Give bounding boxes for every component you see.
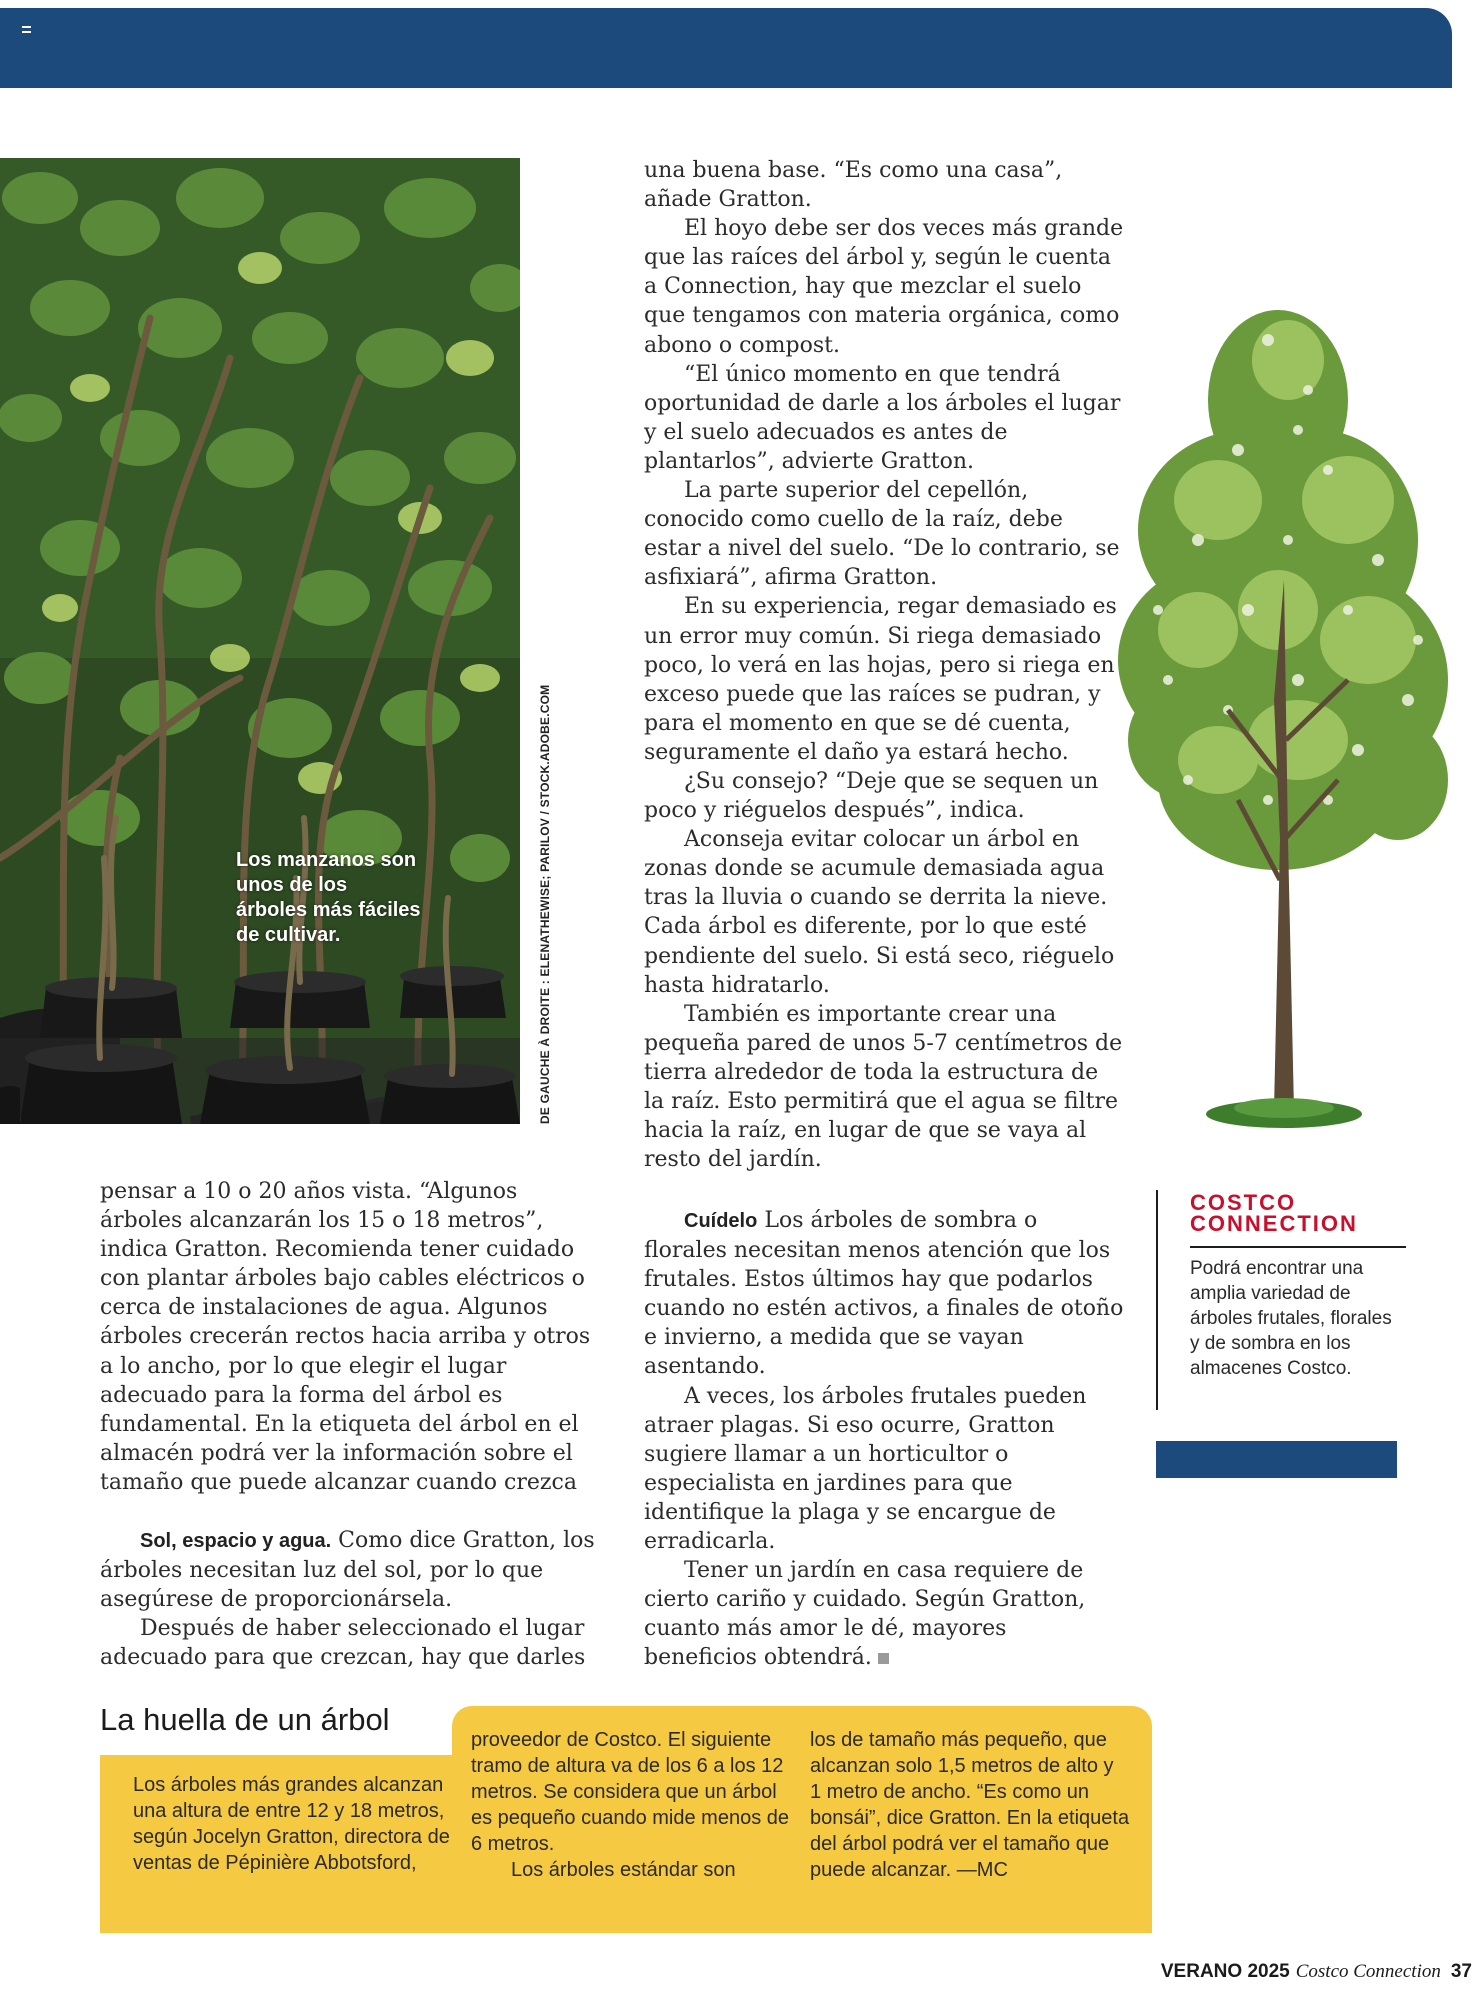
- page-number: 37: [1450, 1961, 1472, 1982]
- article-text: Como dice Gratton, los árboles necesitan luz del sol, por lo que asegúrese de proporcionársela.: [100, 1528, 595, 1613]
- header-banner: [0, 8, 1452, 88]
- article-right-column: [644, 1206, 1124, 1673]
- article-paragraph: A veces, los árboles frutales pueden atraer plagas. Si eso ocurre, Gratton sugiere llamar a un horticultor o especialista en jardines para que identifique la plaga y se encargue de erradicarla.: [644, 1383, 1087, 1555]
- costco-connection-sidebar: [1156, 1190, 1406, 1410]
- photo-caption: Los manzanos son unos de los árboles más fáciles de cultivar.: [236, 849, 421, 946]
- footer-magazine: Costco Connection: [1295, 1961, 1441, 1982]
- article-paragraph: “El único momento en que tendrá oportunidad de darle a los árboles el lugar y el suelo adecuados es antes de plantarlos”, advierte Gratton.: [644, 361, 1121, 474]
- footer-issue: VERANO 2025: [1160, 1961, 1290, 1982]
- tree-image: [1098, 280, 1468, 1140]
- apple-trees-illustration: [0, 158, 520, 1124]
- article-middle-column: [644, 156, 1124, 1174]
- article-paragraph: pensar a 10 o 20 años vista. “Algunos árboles alcanzarán los 15 o 18 metros”, indica Gratton. Recomienda tener cuidado con plantar árboles bajo cables eléctricos o cerca de instalaciones de agua. Algunos árboles crecerán rectos hacia arriba y otros a lo ancho, por lo que elegir el lugar adecuado para la forma del árbol es fundamental. En la etiqueta del árbol en el almacén podrá ver la información sobre el tamaño que puede alcanzar cuando crezca: [100, 1179, 591, 1495]
- page-footer: [1161, 1960, 1472, 1983]
- article-paragraph: ¿Su consejo? “Deje que se sequen un poco y riéguelos después”, indica.: [644, 768, 1099, 824]
- article-paragraph: La parte superior del cepellón, conocido como cuello de la raíz, debe estar a nivel del suelo. “De lo contrario, se asfixiará”, afirma Gratton.: [644, 478, 1120, 591]
- article-left-column: [100, 1177, 600, 1673]
- section-subhead: Cuídelo: [684, 1210, 758, 1232]
- photo-credit: DE GAUCHE À DROITE : ELENATHEWISE; PARILOV / STOCK.ADOBE.COM: [538, 684, 552, 1124]
- article-paragraph: Después de haber seleccionado el lugar adecuado para que crezcan, hay que darles: [100, 1616, 586, 1671]
- section-subhead: Sol, espacio y agua.: [140, 1530, 332, 1553]
- apple-trees-photo: [0, 158, 520, 1124]
- article-text: Los árboles de sombra o florales necesitan menos atención que los frutales. Estos últimos hay que podarlos cuando no estén activos, a finales de otoño e invierno, a medida que se vayan asentando.: [644, 1208, 1124, 1380]
- callout-paragraph: proveedor de Costco. El siguiente tramo de altura va de los 6 a los 12 metros. Se considera que un árbol es pequeño cuando mide menos de 6 metros.: [471, 1729, 790, 1855]
- tree-illustration: [1098, 280, 1468, 1140]
- callout-column-3: los de tamaño más pequeño, que alcanzan solo 1,5 metros de alto y 1 metro de ancho. “Es como un bonsái”, dice Gratton. En la etiqueta del árbol podrá ver el tamaño que puede alcanzar. —MC: [810, 1729, 1130, 1881]
- sidebar-title: COSTCO CONNECTION: [1190, 1190, 1358, 1236]
- callout-column-2: [471, 1727, 789, 1883]
- article-paragraph: El hoyo debe ser dos veces más grande que las raíces del árbol y, según le cuenta a Connection, hay que mezclar el suelo que tengamos con materia orgánica, como abono o compost.: [644, 216, 1124, 358]
- callout-paragraph: Los árboles estándar son: [511, 1859, 736, 1881]
- sidebar-divider: [1190, 1246, 1406, 1248]
- end-mark-icon: [878, 1653, 889, 1664]
- article-text: Tener un jardín en casa requiere de cierto cariño y cuidado. Según Gratton, cuanto más amor le dé, mayores beneficios obtendrá.: [644, 1558, 1086, 1671]
- sidebar-body: Podrá encontrar una amplia variedad de árboles frutales, florales y de sombra en los almacenes Costco.: [1190, 1258, 1392, 1379]
- article-paragraph: En su experiencia, regar demasiado es un error muy común. Si riega demasiado poco, lo verá en las hojas, pero si riega en exceso puede que las raíces se pudran, y para el momento en que se dé cuenta, seguramente el daño ya estará hecho.: [644, 594, 1117, 765]
- callout-title: La huella de un árbol: [100, 1702, 390, 1737]
- menu-icon[interactable]: [22, 26, 31, 33]
- callout-column-1: Los árboles más grandes alcanzan una altura de entre 12 y 18 metros, según Jocelyn Gratton, directora de ventas de Pépinière Abbotsford,: [133, 1774, 450, 1874]
- article-paragraph: También es importante crear una pequeña pared de unos 5-7 centímetros de tierra alrededor de toda la estructura de la raíz. Esto permitirá que el agua se filtre hacia la raíz, en lugar de que se vaya al resto del jardín.: [644, 1001, 1123, 1173]
- article-paragraph: Aconseja evitar colocar un árbol en zonas donde se acumule demasiada agua tras la lluvia o cuando se derrita la nieve. Cada árbol es diferente, por lo que esté pendiente del suelo. Si está seco, riéguelo hasta hidratarlo.: [644, 827, 1115, 998]
- sidebar-blue-bar[interactable]: [1156, 1441, 1397, 1478]
- article-paragraph: una buena base. “Es como una casa”, añade Gratton.: [644, 158, 1063, 213]
